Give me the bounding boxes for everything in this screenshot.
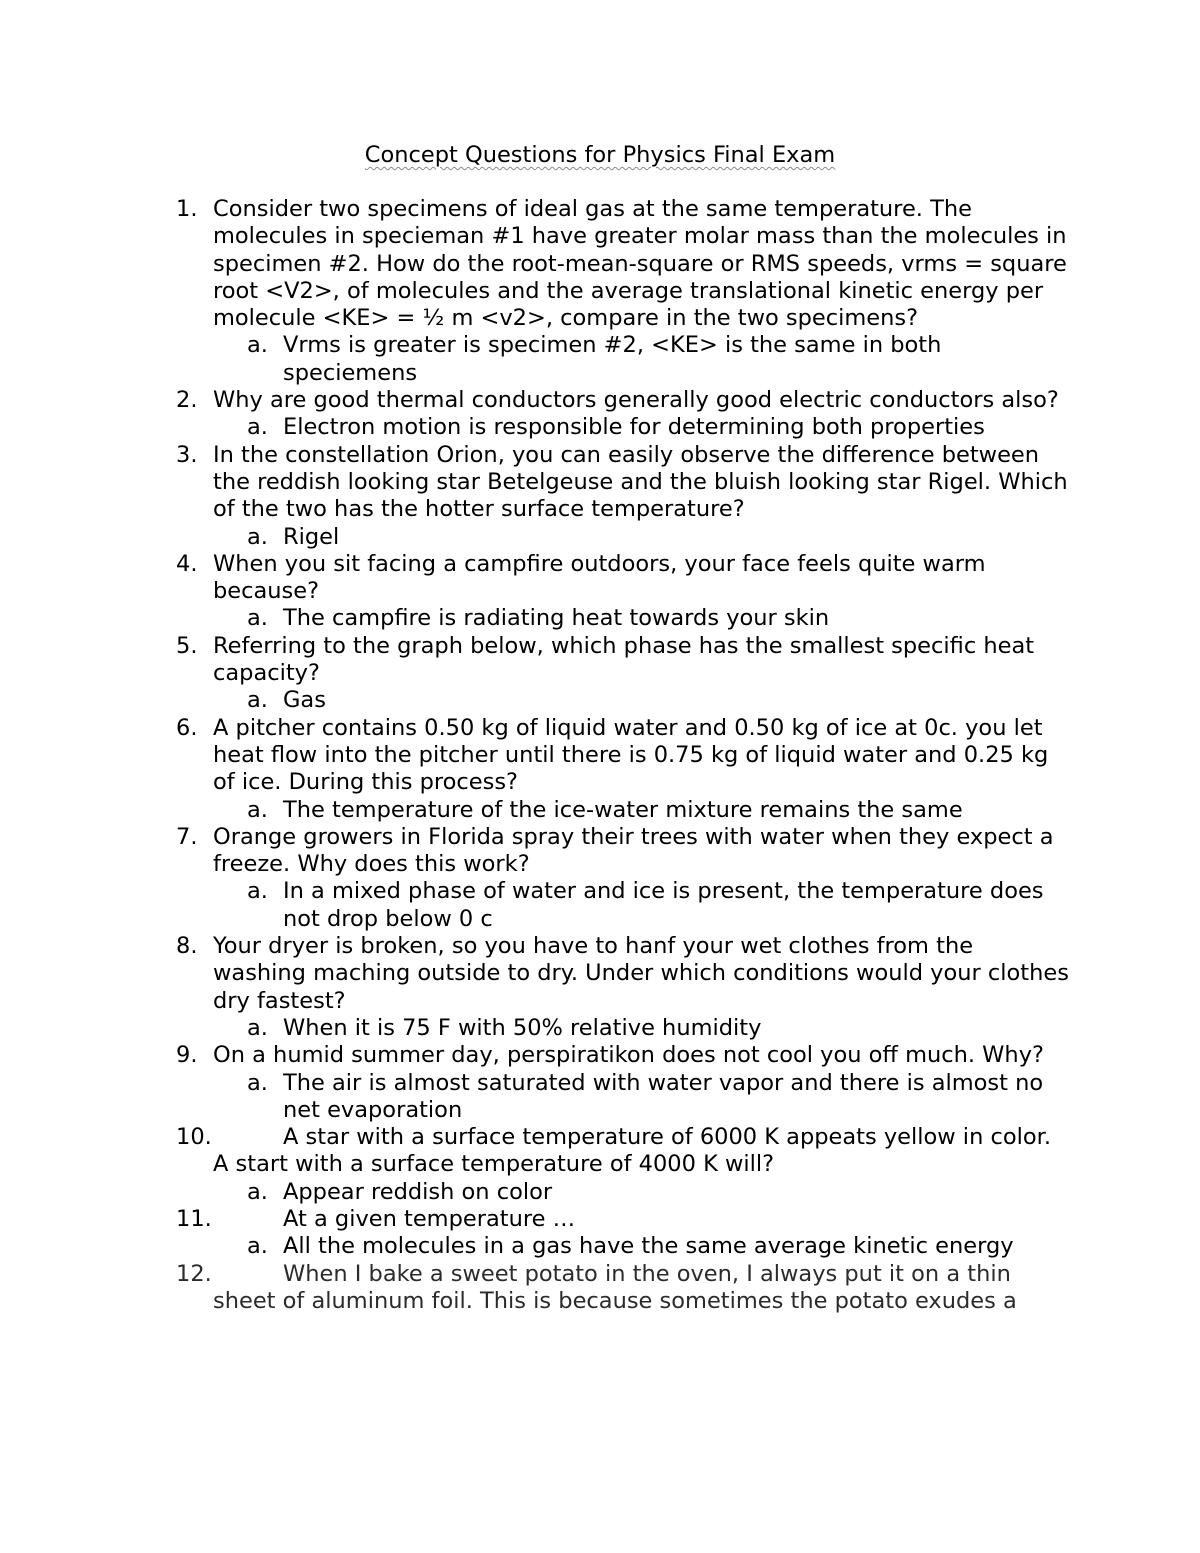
- answer-letter: a.: [247, 605, 268, 632]
- answer-item: [0, 414, 1073, 441]
- question-number: 11.: [176, 1205, 212, 1232]
- answer-text: When it is 75 F with 50% relative humidity: [283, 1014, 762, 1041]
- question-text: When I bake a sweet potato in the oven, I always put it on a thin sheet of aluminum foil. This is because sometimes the potato exudes a: [213, 1260, 1017, 1314]
- question-item: [0, 1042, 1073, 1069]
- question-item: [0, 633, 1073, 688]
- question-list: [0, 196, 1200, 1315]
- answer-text: Appear reddish on color: [283, 1178, 553, 1205]
- question-text: When you sit facing a campfire outdoors, your face feels quite warm because?: [213, 550, 986, 605]
- question-text: A star with a surface temperature of 6000 K appeats yellow in color. A start with a surface temperature of 4000 K will?: [213, 1124, 1051, 1178]
- question-item: [0, 1261, 1073, 1316]
- question-number: 7.: [176, 823, 198, 850]
- page-title: Concept Questions for Physics Final Exam: [364, 142, 836, 168]
- question-item: [0, 442, 1073, 524]
- question-number: 6.: [176, 714, 198, 741]
- question-number: 2.: [176, 387, 198, 414]
- answer-letter: a.: [247, 1014, 268, 1041]
- answer-text: The air is almost saturated with water vapor and there is almost no net evaporation: [283, 1069, 1044, 1123]
- question-number: 3.: [176, 441, 198, 468]
- question-text: In the constellation Orion, you can easily observe the difference between the reddish looking star Betelgeuse and the bluish looking star Rigel. Which of the two has the hotter surface temperature?: [213, 441, 1068, 523]
- answer-letter: a.: [247, 687, 268, 714]
- answer-text: Gas: [283, 687, 326, 714]
- question-number: 12.: [176, 1260, 212, 1287]
- answer-item: [0, 687, 1073, 714]
- answer-item: [0, 524, 1073, 551]
- question-item: [0, 1124, 1073, 1179]
- answer-letter: a.: [247, 878, 268, 905]
- answer-text: In a mixed phase of water and ice is present, the temperature does not drop below 0 c: [283, 878, 1044, 932]
- answer-item: [0, 797, 1073, 824]
- answer-letter: a.: [247, 1069, 268, 1096]
- question-text: Orange growers in Florida spray their trees with water when they expect a freeze. Why does this work?: [213, 823, 1054, 878]
- answer-text: Rigel: [283, 523, 340, 550]
- answer-letter: a.: [247, 796, 268, 823]
- question-number: 5.: [176, 632, 198, 659]
- question-number: 8.: [176, 933, 198, 960]
- answer-item: [0, 1070, 1073, 1125]
- question-number: 4.: [176, 550, 198, 577]
- question-item: [0, 196, 1073, 332]
- answer-text: The temperature of the ice-water mixture remains the same: [283, 796, 963, 823]
- answer-text: Electron motion is responsible for determining both properties: [283, 414, 985, 441]
- answer-item: [0, 1015, 1073, 1042]
- question-text: Your dryer is broken, so you have to hanf your wet clothes from the washing maching outside to dry. Under which conditions would your clothes dry fastest?: [213, 933, 1069, 1014]
- question-text: A pitcher contains 0.50 kg of liquid water and 0.50 kg of ice at 0c. you let heat flow into the pitcher until there is 0.75 kg of liquid water and 0.25 kg of ice. During this process?: [213, 714, 1049, 796]
- question-text: Why are good thermal conductors generally good electric conductors also?: [213, 387, 1059, 414]
- answer-letter: a.: [247, 414, 268, 441]
- question-item: [0, 387, 1073, 414]
- question-text: At a given temperature …: [283, 1205, 576, 1232]
- question-item: [0, 933, 1073, 1015]
- answer-item: [0, 1233, 1073, 1260]
- question-number: 1.: [176, 196, 198, 222]
- question-item: [0, 715, 1073, 797]
- question-item: [0, 1206, 1073, 1233]
- answer-letter: a.: [247, 1178, 268, 1205]
- question-item: [0, 824, 1073, 879]
- answer-text: The campfire is radiating heat towards your skin: [283, 605, 830, 632]
- answer-item: [0, 1179, 1073, 1206]
- answer-text: All the molecules in a gas have the same average kinetic energy: [283, 1233, 1014, 1260]
- answer-letter: a.: [247, 332, 268, 359]
- answer-item: [0, 878, 1073, 933]
- question-text: Consider two specimens of ideal gas at the same temperature. The molecules in specieman #1 have greater molar mass than the molecules in specimen #2. How do the root-mean-square or RMS speeds, vrms = square root <V2>, of molecules and the average translational kinetic energy per molecule <KE> = ½ m <v2>, compare in the two specimens?: [213, 196, 1067, 332]
- question-text: Referring to the graph below, which phase has the smallest specific heat capacity?: [213, 632, 1035, 687]
- answer-item: [0, 332, 1073, 387]
- question-number: 10.: [176, 1124, 212, 1151]
- answer-letter: a.: [247, 1233, 268, 1260]
- question-text: On a humid summer day, perspiratikon does not cool you off much. Why?: [213, 1042, 1044, 1069]
- question-item: [0, 551, 1073, 606]
- answer-letter: a.: [247, 523, 268, 550]
- question-number: 9.: [176, 1042, 198, 1069]
- answer-item: [0, 605, 1073, 632]
- answer-text: Vrms is greater is specimen #2, <KE> is the same in both speciemens: [283, 332, 942, 386]
